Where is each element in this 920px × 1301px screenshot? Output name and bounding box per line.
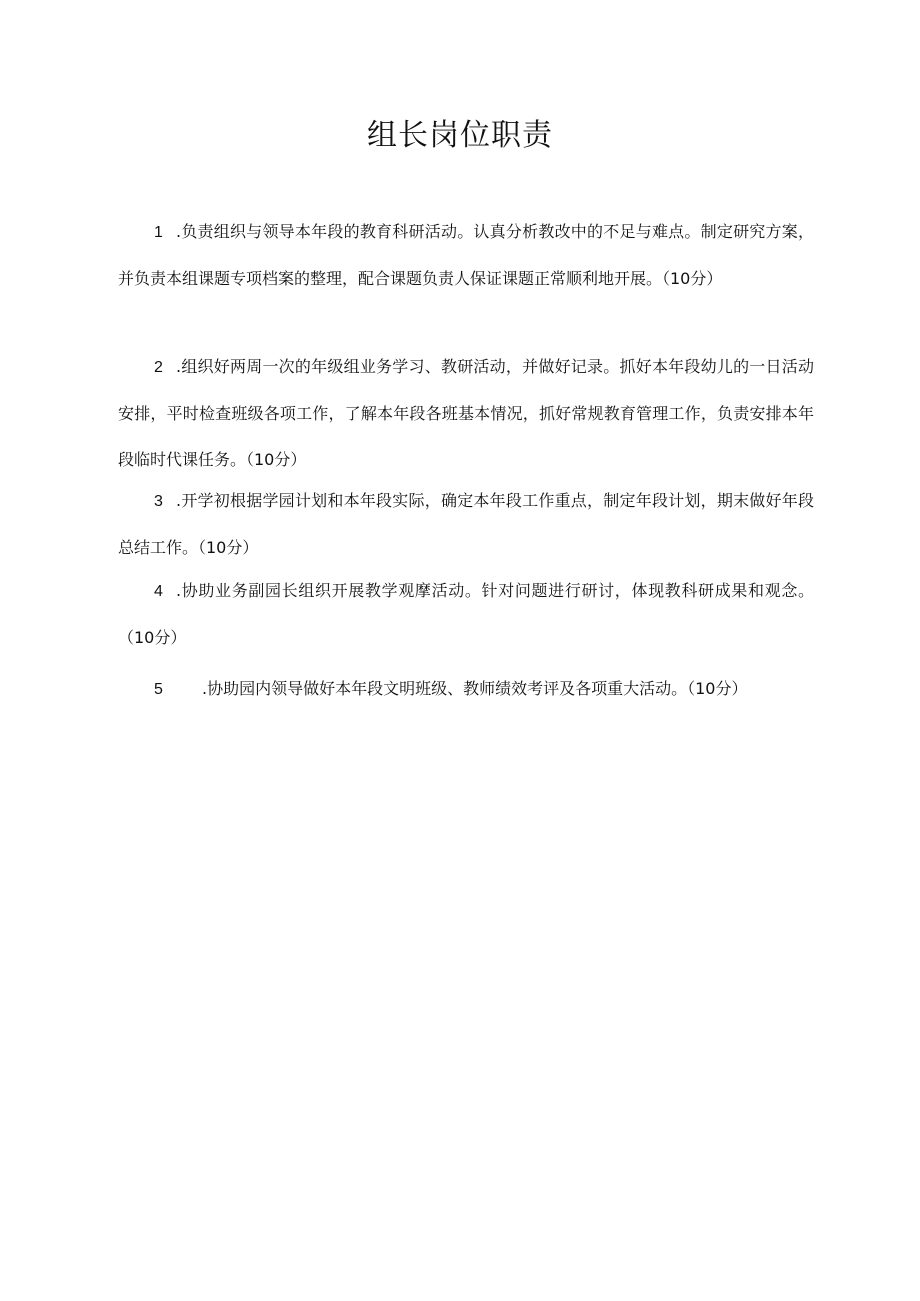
duty-item-text: .协助业务副园长组织开展教学观摩活动。针对问题进行研讨，体现教科研成果和观念。（10分） bbox=[118, 581, 814, 647]
duty-item-text: .组织好两周一次的年级组业务学习、教研活动，并做好记录。抓好本年段幼儿的一日活动安排，平时检查班级各项工作，了解本年段各班基本情况，抓好常规教育管理工作，负责安排本年段临时代课任务。（10分） bbox=[118, 357, 814, 469]
duty-item-5 bbox=[118, 666, 814, 713]
duty-item-text: .开学初根据学园计划和本年段实际，确定本年段工作重点，制定年段计划，期末做好年段总结工作。（10分） bbox=[118, 491, 814, 557]
document-title: 组长岗位职责 bbox=[367, 118, 553, 153]
duty-item-number: 5 bbox=[154, 681, 163, 698]
duty-item-1 bbox=[118, 209, 814, 302]
duty-item-number: 4 bbox=[154, 583, 163, 600]
duty-item-number: 1 bbox=[154, 224, 163, 241]
duty-item-text: .协助园内领导做好本年段文明班级、教师绩效考评及各项重大活动。（10分） bbox=[202, 679, 748, 698]
duty-item-text: .负责组织与领导本年段的教育科研活动。认真分析教改中的不足与难点。制定研究方案，并负责本组课题专项档案的整理，配合课题负责人保证课题正常顺利地开展。（10分） bbox=[118, 222, 814, 288]
duty-item-4 bbox=[118, 568, 814, 661]
duty-item-number: 3 bbox=[154, 493, 163, 510]
duty-item-3 bbox=[118, 478, 814, 571]
duty-item-2 bbox=[118, 344, 814, 483]
duty-item-number: 2 bbox=[154, 359, 163, 376]
